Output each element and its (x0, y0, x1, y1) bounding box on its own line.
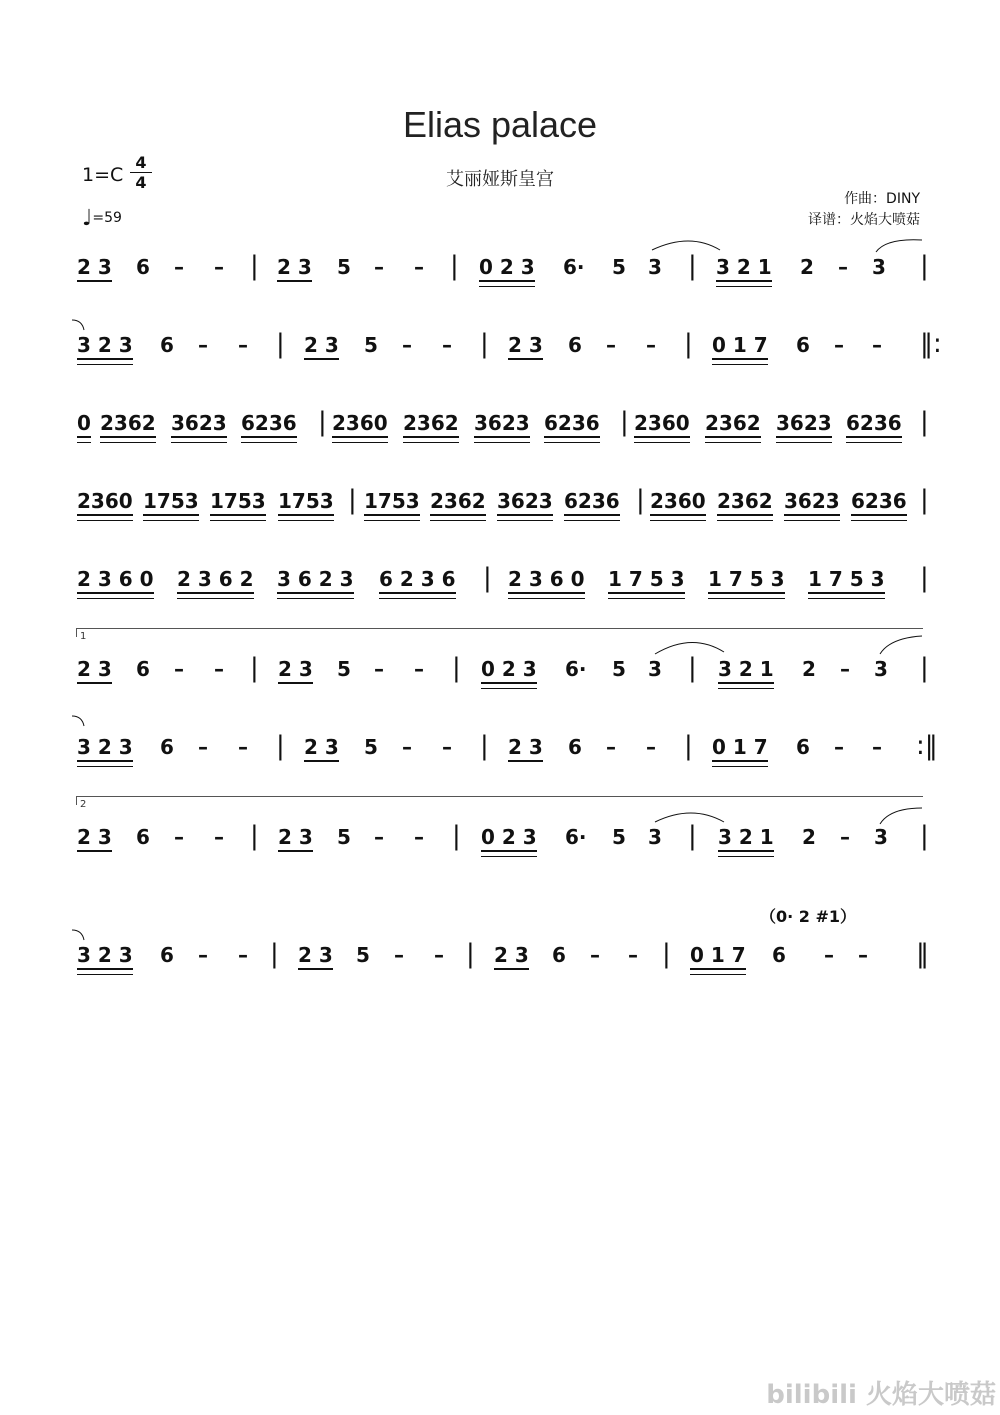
barline: | (480, 731, 489, 761)
note-group: 6 (136, 825, 150, 849)
note-group: 5 (612, 657, 626, 681)
note-group: 2360 (634, 411, 690, 438)
dash-extension: – (872, 735, 882, 759)
note-group: 2362 (430, 489, 486, 516)
dash-extension: – (840, 825, 850, 849)
dash-extension: – (374, 255, 384, 279)
dash-extension: – (214, 825, 224, 849)
dash-extension: – (442, 735, 452, 759)
barline: | (276, 731, 285, 761)
dash-extension: – (840, 657, 850, 681)
note-group: 6 (160, 943, 174, 967)
dash-extension: – (834, 735, 844, 759)
barline: | (276, 329, 285, 359)
note-group: 2 3 (77, 255, 112, 282)
note-group: 3 2 3 (77, 333, 133, 360)
barline: | (688, 653, 697, 683)
dash-extension: – (646, 735, 656, 759)
note-group: 5 (364, 735, 378, 759)
note-group: 0 1 7 (690, 943, 746, 970)
barline: | (920, 485, 929, 515)
note-group: 2 3 (508, 333, 543, 360)
note-group: 0 2 3 (479, 255, 535, 282)
note-group: 3 2 1 (718, 657, 774, 684)
note-group: 1 7 5 3 (608, 567, 685, 594)
note-group: 5 (337, 657, 351, 681)
composer: 作曲：DINY (844, 191, 920, 207)
tie (72, 716, 84, 726)
barline: :‖ (916, 731, 938, 761)
barline: ‖ (916, 939, 929, 969)
note-group: 3 (872, 255, 886, 279)
barline: | (250, 251, 259, 281)
barline: | (452, 653, 461, 683)
note-group: 6· (565, 657, 587, 681)
note-group: 2 (800, 255, 814, 279)
note-group: 6236 (544, 411, 600, 438)
note-group: 5 (364, 333, 378, 357)
barline: | (250, 821, 259, 851)
dash-extension: – (214, 255, 224, 279)
note-group: 6 (772, 943, 786, 967)
note-group: 6 2 3 6 (379, 567, 456, 594)
note-group: 6 (552, 943, 566, 967)
note-group: 2 3 (494, 943, 529, 970)
note-group: 6 (568, 735, 582, 759)
dash-extension: – (646, 333, 656, 357)
note-group: 2360 (332, 411, 388, 438)
note-group: 6 (136, 657, 150, 681)
barline: | (466, 939, 475, 969)
note-group: 2362 (100, 411, 156, 438)
barline: | (270, 939, 279, 969)
note-group: 6· (563, 255, 585, 279)
barline: | (920, 407, 929, 437)
dash-extension: – (590, 943, 600, 967)
barline: | (318, 407, 327, 437)
note-group: 2 3 (304, 735, 339, 762)
note-group: 5 (356, 943, 370, 967)
barline: | (452, 821, 461, 851)
note-group: 3 (648, 825, 662, 849)
note-group: 2 3 (77, 657, 112, 684)
note-group: 6236 (846, 411, 902, 438)
note-group: 3 (648, 255, 662, 279)
note-group: 3623 (171, 411, 227, 438)
dash-extension: – (238, 333, 248, 357)
barline: | (688, 251, 697, 281)
note-group: 6236 (851, 489, 907, 516)
note-group: 2 3 6 2 (177, 567, 254, 594)
note-group: 2362 (717, 489, 773, 516)
dash-extension: – (606, 333, 616, 357)
note-group: 6· (565, 825, 587, 849)
tie (655, 642, 724, 654)
barline: | (688, 821, 697, 851)
note-group: 3 6 2 3 (277, 567, 354, 594)
barline: | (662, 939, 671, 969)
note-group: 5 (337, 255, 351, 279)
dash-extension: – (238, 943, 248, 967)
note-group: 0 2 3 (481, 657, 537, 684)
barline: | (348, 485, 357, 515)
dash-extension: – (394, 943, 404, 967)
note-group: 0 2 3 (481, 825, 537, 852)
tie (880, 808, 922, 824)
note-group: 2 3 (304, 333, 339, 360)
note-group: 3 2 1 (718, 825, 774, 852)
note-group: 5 (612, 255, 626, 279)
barline: | (684, 329, 693, 359)
note-group: 3623 (776, 411, 832, 438)
dash-extension: – (858, 943, 868, 967)
tie (880, 636, 922, 654)
time-signature-bottom: 4 (135, 173, 147, 192)
barline: | (920, 251, 929, 281)
dash-extension: – (628, 943, 638, 967)
tie (652, 241, 720, 250)
note-group: 2 3 (277, 255, 312, 282)
note-group: 3623 (474, 411, 530, 438)
note-group: 6236 (564, 489, 620, 516)
note-group: 6236 (241, 411, 297, 438)
dash-extension: – (238, 735, 248, 759)
dash-extension: – (174, 657, 184, 681)
note-group: 2360 (650, 489, 706, 516)
barline: | (920, 653, 929, 683)
dash-extension: – (198, 735, 208, 759)
volta-number: 1 (80, 631, 87, 642)
barline: ‖: (920, 329, 942, 359)
dash-extension: – (402, 333, 412, 357)
note-group: 0 1 7 (712, 333, 768, 360)
note-group: 2 3 6 0 (508, 567, 585, 594)
note-group: 1 7 5 3 (708, 567, 785, 594)
note-group: 3623 (784, 489, 840, 516)
dash-extension: – (374, 657, 384, 681)
note-group: 6 (136, 255, 150, 279)
note-group: 1 7 5 3 (808, 567, 885, 594)
barline: | (684, 731, 693, 761)
watermark: bilibili 火焰大喷菇 (766, 1380, 996, 1410)
tie (72, 930, 84, 940)
transcriber: 译谱：火焰大喷菇 (808, 212, 920, 228)
note-group: 6 (796, 735, 810, 759)
barline: | (250, 653, 259, 683)
barline: | (636, 485, 645, 515)
dash-extension: – (824, 943, 834, 967)
note-group: 3623 (497, 489, 553, 516)
dash-extension: – (174, 255, 184, 279)
dash-extension: – (374, 825, 384, 849)
note-group: 0 (77, 411, 91, 438)
note-group: 1753 (278, 489, 334, 516)
note-group: 3 (648, 657, 662, 681)
note-group: 2 3 (508, 735, 543, 762)
dash-extension: – (198, 943, 208, 967)
note-group: 5 (612, 825, 626, 849)
song-title: Elias palace (402, 104, 598, 145)
barline: | (920, 821, 929, 851)
note-group: 6 (160, 735, 174, 759)
note-group: 3 2 1 (716, 255, 772, 282)
note-group: 3 2 3 (77, 943, 133, 970)
note-group: 1753 (210, 489, 266, 516)
barline: | (620, 407, 629, 437)
dash-extension: – (442, 333, 452, 357)
note-group: 6 (568, 333, 582, 357)
tempo-value: =59 (92, 210, 122, 226)
note-group: 0 1 7 (712, 735, 768, 762)
note-group: 2362 (705, 411, 761, 438)
note-group: 2 (802, 657, 816, 681)
dash-extension: – (606, 735, 616, 759)
note-group: 2 3 (77, 825, 112, 852)
dash-extension: – (434, 943, 444, 967)
note-group: 3 2 3 (77, 735, 133, 762)
note-group: 6 (796, 333, 810, 357)
dash-extension: – (414, 657, 424, 681)
barline: | (920, 563, 929, 593)
tie (876, 240, 922, 252)
ending-annotation: （0· 2 #1） (760, 907, 857, 926)
dash-extension: – (414, 825, 424, 849)
note-group: 2 3 (278, 825, 313, 852)
song-subtitle: 艾丽娅斯皇宫 (446, 169, 554, 190)
quarter-note-icon: ♩ (82, 206, 93, 231)
barline: | (483, 563, 492, 593)
note-group: 2 (802, 825, 816, 849)
note-group: 2 3 6 0 (77, 567, 154, 594)
dash-extension: – (834, 333, 844, 357)
note-group: 3 (874, 825, 888, 849)
tie (72, 320, 84, 330)
barline: | (450, 251, 459, 281)
barline: | (480, 329, 489, 359)
note-group: 2 3 (298, 943, 333, 970)
dash-extension: – (872, 333, 882, 357)
dash-extension: – (838, 255, 848, 279)
dash-extension: – (174, 825, 184, 849)
tie (655, 813, 724, 822)
key-signature: 1=C (82, 164, 124, 186)
note-group: 2360 (77, 489, 133, 516)
note-group: 1753 (143, 489, 199, 516)
dash-extension: – (414, 255, 424, 279)
time-signature-top: 4 (135, 153, 147, 172)
note-group: 6 (160, 333, 174, 357)
note-group: 2362 (403, 411, 459, 438)
dash-extension: – (402, 735, 412, 759)
note-group: 2 3 (278, 657, 313, 684)
volta-number: 2 (80, 799, 87, 810)
dash-extension: – (214, 657, 224, 681)
note-group: 1753 (364, 489, 420, 516)
dash-extension: – (198, 333, 208, 357)
note-group: 3 (874, 657, 888, 681)
note-group: 5 (337, 825, 351, 849)
